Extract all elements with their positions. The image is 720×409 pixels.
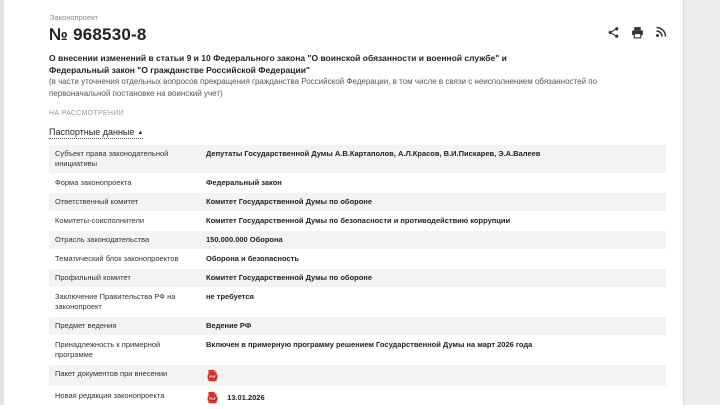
share-icon[interactable] <box>606 25 620 39</box>
table-row <box>49 212 666 231</box>
row-key: Форма законопроекта <box>55 178 132 187</box>
row-key: Ответственный комитет <box>55 197 139 206</box>
row-value <box>202 365 666 386</box>
row-key: Пакет документов при внесении <box>55 369 168 378</box>
row-value: Оборона и безопасность <box>206 254 299 263</box>
passport-table <box>49 145 666 409</box>
actions-toolbar <box>606 25 668 39</box>
revision-date: 13.01.2026 <box>227 392 265 402</box>
table-row <box>49 288 666 317</box>
rss-icon[interactable] <box>654 25 668 39</box>
status-badge: НА РАССМОТРЕНИИ <box>49 110 124 117</box>
row-key: Комитеты-соисполнители <box>55 216 145 225</box>
table-row <box>49 145 666 174</box>
table-row <box>49 193 666 212</box>
row-value: Комитет Государственной Думы по обороне <box>206 197 373 206</box>
table-row <box>49 231 666 250</box>
pdf-document-link[interactable] <box>206 369 219 382</box>
pdf-document-link[interactable] <box>206 391 219 404</box>
row-key: Тематический блок законопроектов <box>55 254 179 263</box>
print-icon[interactable] <box>630 25 644 39</box>
row-value: Ведение РФ <box>206 321 252 330</box>
table-row <box>49 336 666 365</box>
row-key: Заключение Правительства РФ на законопроект <box>55 292 176 311</box>
row-key: Новая редакция законопроекта <box>55 391 165 400</box>
row-value: Депутаты Государственной Думы А.В.Картаполов, А.Л.Красов, В.И.Пискарев, Э.А.Валеев <box>206 149 541 158</box>
bill-type-label: Законопроект <box>50 13 98 22</box>
row-key: Субъект права законодательной инициативы <box>55 149 169 168</box>
right-frame-edge <box>683 0 720 405</box>
row-value: Комитет Государственной Думы по безопасности и противодействию коррупции <box>206 216 511 225</box>
row-value: 150.000.000 Оборона <box>206 235 283 244</box>
table-row <box>49 174 666 193</box>
row-value: Комитет Государственной Думы по обороне <box>206 273 373 282</box>
table-row <box>49 250 666 269</box>
table-row <box>49 269 666 288</box>
bill-number: № 968530-8 <box>49 25 147 44</box>
pdf-icon <box>206 369 219 382</box>
section-title: Паспортные данные <box>49 127 135 137</box>
svg-text:PDF: PDF <box>209 374 216 379</box>
pdf-icon <box>206 391 219 404</box>
table-row <box>49 365 666 387</box>
row-value: Федеральный закон <box>206 178 282 187</box>
row-value: Включен в примерную программу решением Государственной Думы на март 2026 года <box>206 340 533 349</box>
bill-subtitle: (в части уточнения отдельных вопросов прекращения гражданства Российской Федерации, в том числе в связи с неисполнением обязанностей по первоначальной постановке на воинский учет) <box>49 77 598 98</box>
passport-section-toggle[interactable] <box>49 127 143 139</box>
caret-up-icon: ▲ <box>137 130 144 136</box>
bill-title: О внесении изменений в статьи 9 и 10 Федерального закона "О воинской обязанности и военной службе" и Федеральный закон "О гражданстве Российской Федерации" <box>49 53 507 75</box>
row-key: Отрасль законодательства <box>55 235 150 244</box>
table-row <box>49 317 666 336</box>
row-key: Принадлежность к примерной программе <box>55 340 161 359</box>
row-key: Предмет ведения <box>55 321 117 330</box>
table-row <box>49 387 666 409</box>
svg-text:PDF: PDF <box>209 396 216 401</box>
row-key: Профильный комитет <box>55 273 131 282</box>
row-value: не требуется <box>206 292 254 301</box>
